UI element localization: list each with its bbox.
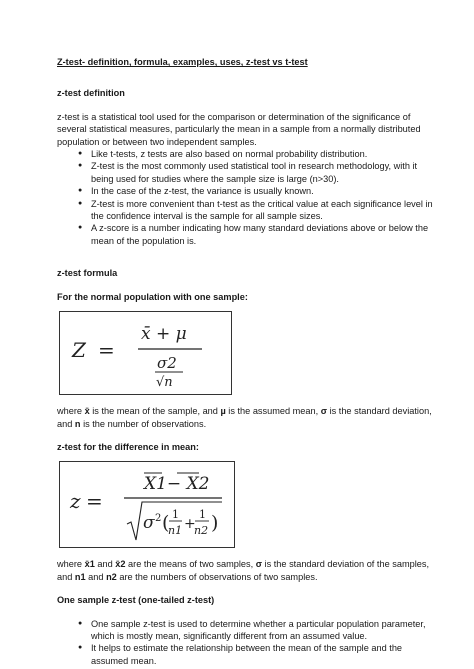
formula-plus: +: [184, 516, 196, 533]
list-item: ● Like t-tests, z tests are also based on normal probability distribution.: [91, 148, 437, 160]
desc-symbol-x2: x̄2: [115, 559, 126, 570]
formula-numerator: x̄ + μ: [141, 324, 187, 345]
formula-one-sample-box: [59, 311, 232, 395]
desc-text: and: [94, 559, 116, 570]
formula-equals: =: [86, 489, 103, 514]
desc-text: is the number of observations.: [80, 418, 207, 429]
formula-exponent: 2: [155, 513, 162, 525]
one-sample-heading: One sample z-test (one-tailed z-test): [57, 595, 215, 606]
formula-lhs: Z: [72, 338, 86, 363]
formula-two-description: [57, 558, 437, 583]
desc-text: is the standard deviation of the samples, and: [57, 559, 430, 582]
formula-numerator: X1− X2: [144, 474, 210, 495]
formula-sigma: σ: [143, 513, 155, 534]
formula-heading: z-test formula: [57, 268, 118, 279]
desc-text: are the numbers of observations of two samples.: [116, 571, 318, 582]
formula-denominator-top: σ2: [157, 354, 177, 373]
formula-one-description: [57, 405, 437, 430]
formula-one-a: 1: [172, 508, 179, 522]
document-page: [57, 56, 437, 667]
list-item: ● In the case of the z-test, the variance is usually known.: [91, 185, 437, 197]
desc-text: and: [85, 571, 107, 582]
formula-one-sample: [60, 312, 231, 394]
definition-list: [57, 148, 437, 247]
desc-symbol-n: n: [74, 418, 81, 429]
list-item: ● Z-test is more convenient than t-test as the critical value at each significance level in the confidence interval is the sample for all sample sizes.: [91, 198, 437, 223]
difference-heading: z-test for the difference in mean:: [57, 441, 199, 452]
desc-text: is the assumed mean,: [225, 406, 321, 417]
desc-text: is the mean of the sample, and: [89, 406, 221, 417]
formula-lhs: z: [70, 489, 81, 514]
formula-n1: n1: [168, 524, 183, 538]
desc-text: where: [57, 406, 85, 417]
desc-symbol-n2: n2: [106, 571, 117, 582]
list-item: ● Z-test is the most commonly used statistical tool in research methodology, with it being used for studies where the sample size is large (n>30).: [91, 160, 437, 185]
formula-n2: n2: [194, 524, 209, 538]
desc-symbol-mu: µ: [220, 406, 226, 417]
formula-rparen: ): [211, 512, 219, 535]
formula-difference-box: [59, 461, 235, 548]
desc-symbol-sigma: σ: [320, 406, 328, 417]
desc-symbol-xbar: x̄: [84, 406, 90, 417]
desc-symbol-n1: n1: [74, 571, 86, 582]
formula-difference: [60, 462, 234, 547]
list-item: ● One sample z-test is used to determine whether a particular population parameter, which is mostly mean, significantly different from an assumed value.: [91, 618, 437, 643]
formula-equals: =: [98, 338, 115, 363]
normal-population-heading: For the normal population with one sample:: [57, 291, 248, 302]
desc-text: where: [57, 559, 85, 570]
desc-symbol-x1: x̄1: [84, 559, 95, 570]
definition-heading: z-test definition: [57, 88, 125, 99]
formula-denominator-bottom: √n: [156, 375, 173, 391]
desc-text: are the means of two samples,: [125, 559, 256, 570]
document-title: Z-test- definition, formula, examples, uses, z-test vs t-test: [57, 57, 308, 67]
definition-paragraph: z-test is a statistical tool used for the comparison or determination of the significance of several statistical measures, particularly the mean in a sample from a normally distributed population or between two independent samples.: [57, 111, 421, 147]
desc-symbol-sigma: σ: [255, 559, 262, 570]
formula-one-b: 1: [199, 508, 206, 522]
formula-lparen: (: [162, 512, 170, 535]
list-item: ● A z-score is a number indicating how many standard deviations above or below the mean of the population is.: [91, 222, 437, 247]
one-sample-list: [57, 618, 437, 668]
list-item: ● It helps to estimate the relationship between the mean of the sample and the assumed mean.: [91, 642, 437, 667]
desc-text: is the standard deviation, and: [57, 406, 432, 429]
